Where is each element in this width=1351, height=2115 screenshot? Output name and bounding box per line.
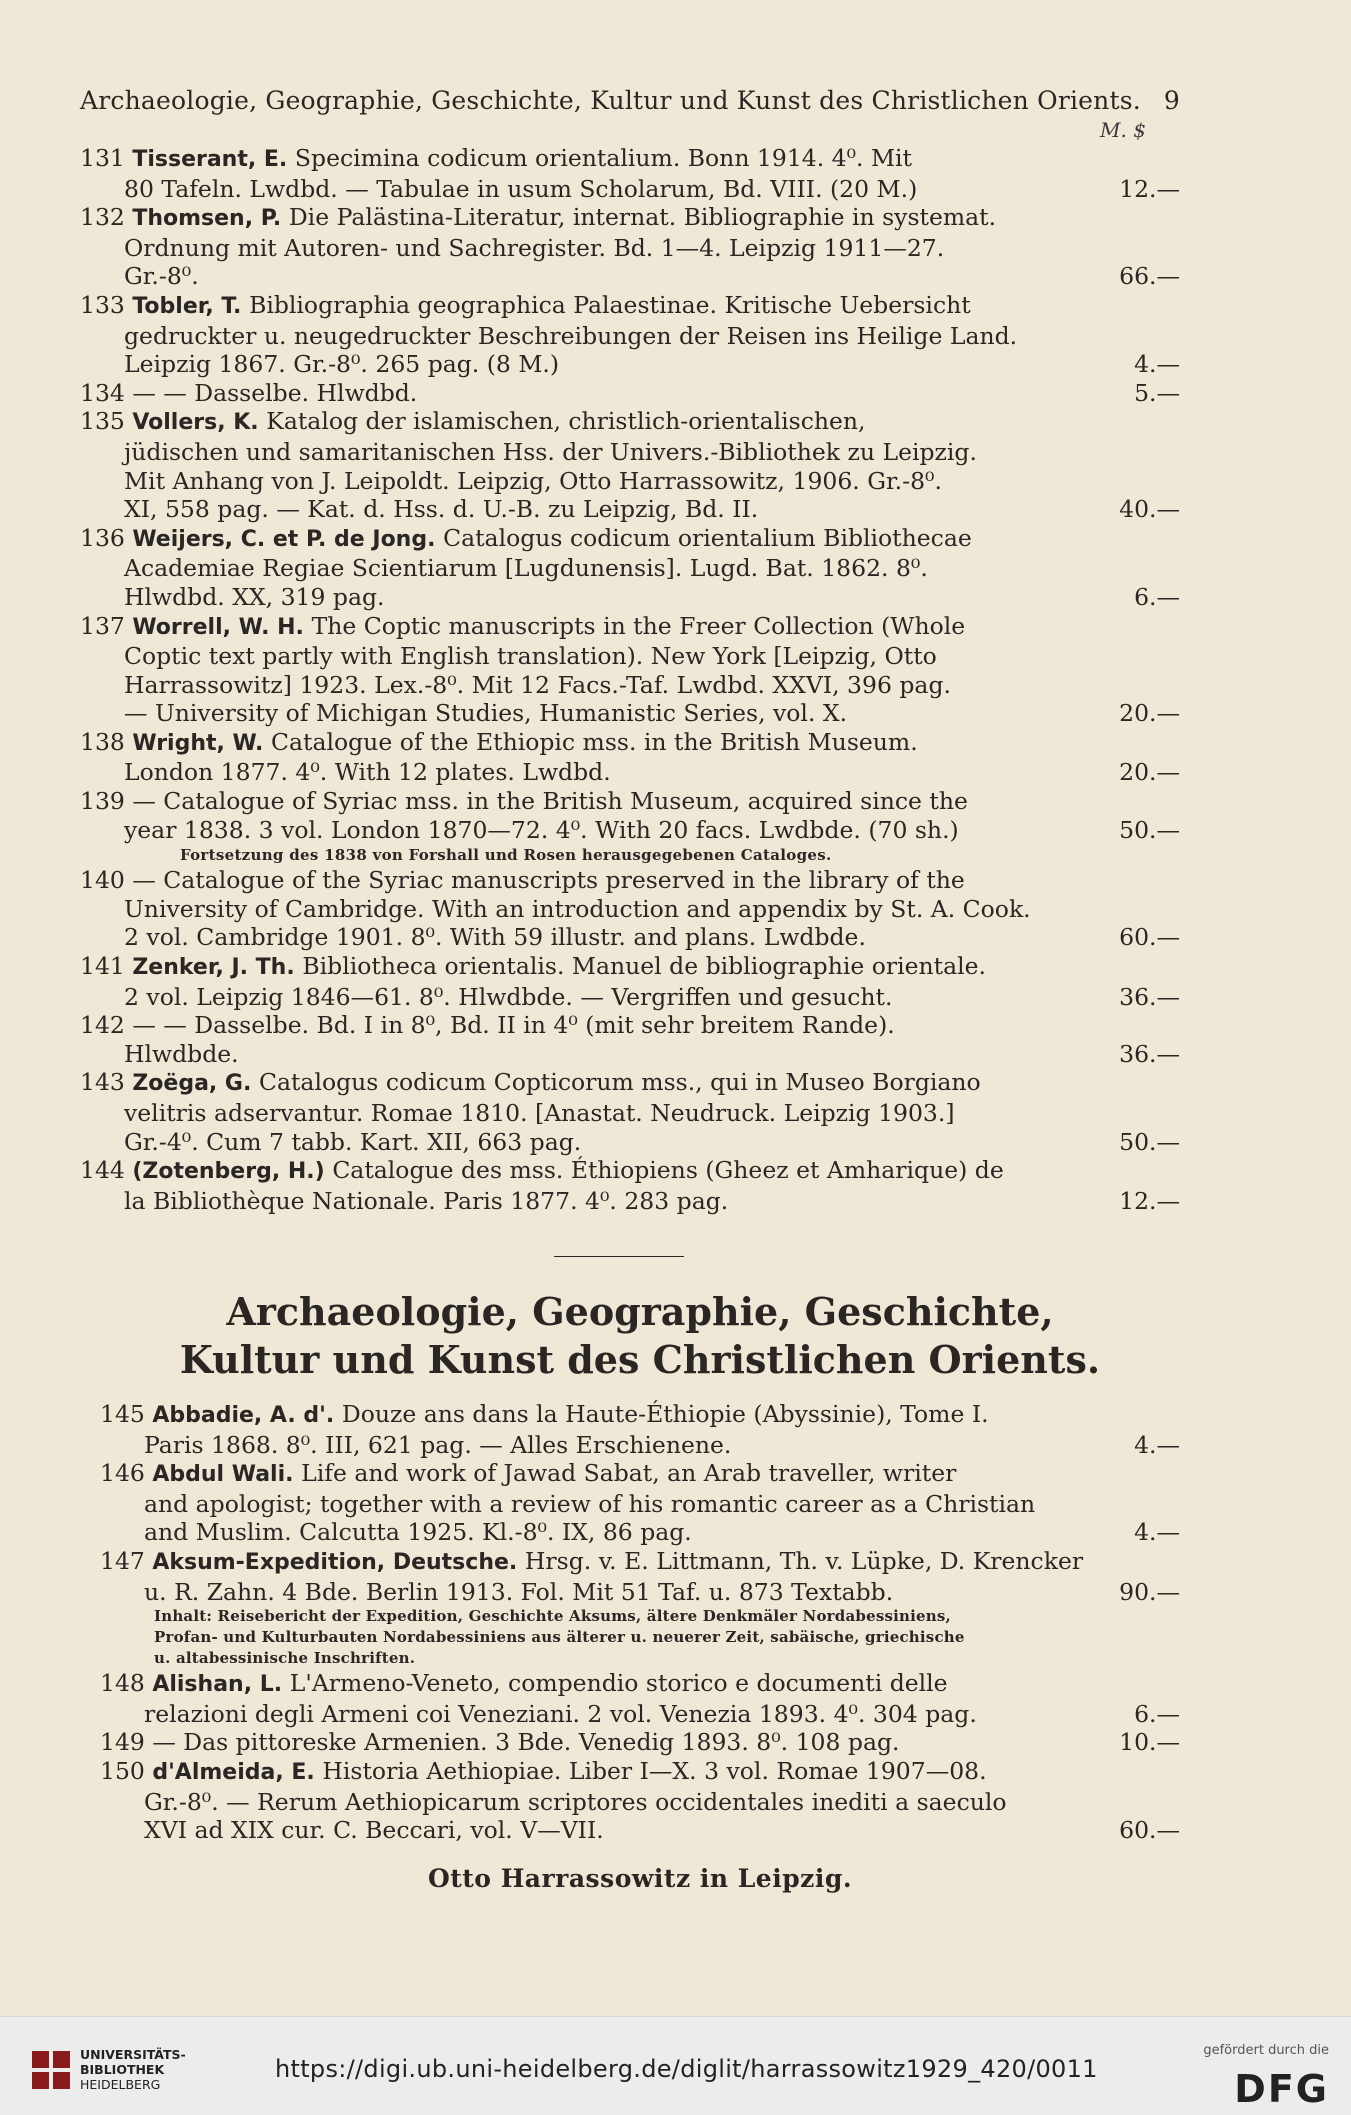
entry-price: 50.— xyxy=(1119,1127,1180,1156)
entry-text: Hrsg. v. E. Littmann, Th. v. Lüpke, D. Krencker xyxy=(524,1546,1084,1575)
entry-price: 12.— xyxy=(1119,1186,1180,1215)
entry-continuation-line: relazioni degli Armeni coi Veneziani. 2 vol. Venezia 1893. 4⁰. 304 pag. xyxy=(144,1699,977,1728)
entry-number: 145 xyxy=(100,1400,153,1428)
entry-text: — — Dasselbe. Bd. I in 8⁰, Bd. II in 4⁰ (mit sehr breitem Rande). xyxy=(132,1011,895,1040)
entry-continuation-line: Gr.-4⁰. Cum 7 tabb. Kart. XII, 663 pag. xyxy=(124,1127,582,1156)
entry-author: Wright, W. xyxy=(132,730,272,756)
entry-continuation-line: XI, 558 pag. — Kat. d. Hss. d. U.-B. zu Leipzig, Bd. II. xyxy=(124,495,759,524)
entry-continuation-line: XVI ad XIX cur. C. Beccari, vol. V—VII. xyxy=(144,1816,604,1845)
entry-first-line xyxy=(100,1547,1090,1578)
entry-text: Catalogus codicum orientalium Bibliothecae xyxy=(443,523,972,552)
entry-first-line xyxy=(80,291,1090,322)
entry-author: Zenker, J. Th. xyxy=(132,955,303,981)
entry-first-line xyxy=(80,866,1090,895)
catalogue-entry xyxy=(80,379,1180,408)
section-title xyxy=(100,1288,1180,1384)
entry-author: Vollers, K. xyxy=(132,410,267,436)
entry-continuation-line: Ordnung mit Autoren- und Sachregister. Bd. 1—4. Leipzig 1911—27. xyxy=(124,233,945,262)
catalogue-entry xyxy=(100,1669,1180,1728)
entry-author: Tisserant, E. xyxy=(132,147,295,172)
entry-number: 149 xyxy=(100,1728,153,1757)
entry-price: 6.— xyxy=(1134,1699,1180,1728)
entry-first-line xyxy=(80,379,1090,408)
entry-first-line xyxy=(80,1156,1090,1187)
entry-continuation-line: Coptic text partly with English translation). New York [Leipzig, Otto xyxy=(124,642,937,671)
entry-continuation-line: Academiae Regiae Scientiarum [Lugdunensis]. Lugd. Bat. 1862. 8⁰. xyxy=(124,554,928,583)
entry-first-line xyxy=(80,203,1090,234)
entry-continuation-line: Hlwdbd. XX, 319 pag. xyxy=(124,582,385,611)
entry-price: 6.— xyxy=(1134,582,1180,611)
dfg-caption: gefördert durch die xyxy=(1203,2043,1329,2058)
entry-price: 12.— xyxy=(1119,174,1180,203)
entry-first-line xyxy=(80,1068,1090,1099)
entry-number: 132 xyxy=(80,203,133,232)
entry-price: 60.— xyxy=(1119,1816,1180,1845)
entry-price: 36.— xyxy=(1119,982,1180,1011)
entry-text: Die Palästina-Literatur, internat. Bibliographie in systemat. xyxy=(288,203,997,232)
entry-author: d'Almeida, E. xyxy=(152,1759,323,1785)
entry-price: 66.— xyxy=(1119,262,1180,291)
entry-number: 142 xyxy=(80,1011,133,1040)
entry-continuation-line: la Bibliothèque Nationale. Paris 1877. 4⁰. 283 pag. xyxy=(124,1186,729,1215)
entry-first-line xyxy=(100,1669,1090,1700)
entry-first-line xyxy=(100,1757,1090,1788)
entry-first-line xyxy=(80,144,1090,175)
entry-text: — Catalogue of Syriac mss. in the British Museum, acquired since the xyxy=(132,787,968,816)
entry-price: 20.— xyxy=(1119,758,1180,787)
entry-continuation-line: Hlwdbde. xyxy=(124,1039,239,1068)
entry-price: 4.— xyxy=(1134,350,1180,379)
entry-first-line xyxy=(100,1400,1090,1431)
entry-number: 146 xyxy=(100,1459,153,1488)
entry-continuation-line: and apologist; together with a review of his romantic career as a Christian xyxy=(144,1489,1036,1518)
entry-continuation-line: London 1877. 4⁰. With 12 plates. Lwdbd. xyxy=(124,758,611,787)
catalogue-entry xyxy=(80,612,1180,728)
catalogue-entry xyxy=(100,1400,1180,1459)
permalink-url[interactable]: https://digi.ub.uni-heidelberg.de/diglit/harrassowitz1929_420/0011 xyxy=(275,2055,1098,2083)
entry-first-line xyxy=(80,952,1090,983)
library-line1: UNIVERSITÄTS- xyxy=(80,2047,186,2062)
entry-continuation-line: Gr.-8⁰. — Rerum Aethiopicarum scriptores occidentales inediti a saeculo xyxy=(144,1787,1007,1816)
entry-text: L'Armeno-Veneto, compendio storico e documenti delle xyxy=(289,1669,948,1698)
entry-price: 10.— xyxy=(1119,1728,1180,1757)
entry-contents-note-line: Inhalt: Reisebericht der Expedition, Geschichte Aksums, ältere Denkmäler Nordabessiniens, xyxy=(154,1607,951,1626)
entry-number: 138 xyxy=(80,727,133,756)
running-head-title: Archaeologie, Geographie, Geschichte, Kultur und Kunst des Christlichen Orients. xyxy=(80,86,1141,115)
entry-first-line xyxy=(100,1459,1090,1490)
entry-author: Abdul Wali. xyxy=(152,1462,302,1488)
running-head xyxy=(80,86,1180,115)
entry-continuation-line: gedruckter u. neugedruckter Beschreibungen der Reisen ins Heilige Land. xyxy=(124,321,1018,350)
entry-continuation-line: Leipzig 1867. Gr.-8⁰. 265 pag. (8 M.) xyxy=(124,350,560,379)
catalogue-entry xyxy=(100,1547,1180,1606)
entry-text: Bibliographia geographica Palaestinae. Kritische Uebersicht xyxy=(249,290,971,319)
catalogue-entry xyxy=(80,144,1180,203)
entry-text: Bibliotheca orientalis. Manuel de bibliographie orientale. xyxy=(302,952,987,981)
entry-continuation-line: Paris 1868. 8⁰. III, 621 pag. — Alles Erschienene. xyxy=(144,1430,732,1459)
entry-number: 144 xyxy=(80,1156,133,1185)
entry-text: Catalogus codicum Copticorum mss., qui in Museo Borgiano xyxy=(259,1068,981,1097)
entry-text: — — Dasselbe. Hlwdbd. xyxy=(132,378,418,407)
entry-price: 90.— xyxy=(1119,1577,1180,1606)
entry-number: 140 xyxy=(80,866,133,895)
entry-author: Tobler, T. xyxy=(132,293,250,319)
entry-continuation-line: velitris adservantur. Romae 1810. [Anastat. Neudruck. Leipzig 1903.] xyxy=(124,1099,955,1127)
entry-contents-note xyxy=(100,1606,1180,1669)
entry-first-line xyxy=(80,787,1090,816)
section-title-line1: Archaeologie, Geographie, Geschichte, xyxy=(226,1289,1054,1334)
entry-number: 135 xyxy=(80,407,133,436)
entry-price: 20.— xyxy=(1119,699,1180,728)
entry-first-line xyxy=(100,1728,1090,1757)
entry-first-line xyxy=(80,612,1090,643)
section-title-line2: Kultur und Kunst des Christlichen Orients. xyxy=(179,1337,1101,1382)
viewer-footer xyxy=(0,2016,1351,2115)
entry-number: 134 xyxy=(80,378,133,407)
entry-price: 4.— xyxy=(1134,1518,1180,1547)
entry-first-line xyxy=(80,524,1090,555)
entry-author: Zoëga, G. xyxy=(132,1071,259,1097)
entry-number: 133 xyxy=(80,290,133,319)
entry-note: Fortsetzung des 1838 von Forshall und Rosen herausgegebenen Cataloges. xyxy=(180,846,832,865)
library-line2: BIBLIOTHEK xyxy=(80,2062,165,2077)
entry-author: Thomsen, P. xyxy=(132,206,289,232)
entry-first-line xyxy=(80,1011,1090,1040)
entry-number: 150 xyxy=(100,1756,153,1785)
entry-first-line xyxy=(80,728,1090,759)
entry-author: Abbadie, A. d'. xyxy=(152,1403,342,1428)
university-library-logo-icon xyxy=(30,2049,72,2091)
entry-continuation-line: jüdischen und samaritanischen Hss. der Univers.-Bibliothek zu Leipzig. xyxy=(124,437,977,466)
catalogue-entry xyxy=(80,1156,1180,1215)
catalogue-entry xyxy=(80,524,1180,612)
entry-text: Catalogue des mss. Éthiopiens (Gheez et Amharique) de xyxy=(332,1156,1004,1185)
entry-continuation-line: Harrassowitz] 1923. Lex.-8⁰. Mit 12 Facs.-Taf. Lwdbd. XXVI, 396 pag. xyxy=(124,670,951,699)
catalogue-entry xyxy=(80,291,1180,379)
entry-continuation-line: 2 vol. Leipzig 1846—61. 8⁰. Hlwdbde. — Vergriffen und gesucht. xyxy=(124,982,893,1011)
entry-text: Katalog der islamischen, christlich-orientalischen, xyxy=(266,407,866,436)
entry-price: 50.— xyxy=(1119,815,1180,844)
catalogue-entry xyxy=(80,787,1180,844)
entry-continuation-line: and Muslim. Calcutta 1925. Kl.-8⁰. IX, 86 pag. xyxy=(144,1518,692,1547)
catalogue-entry xyxy=(100,1459,1180,1547)
handwritten-mark: M. $ xyxy=(1100,118,1146,142)
entry-contents-note-line: Profan- und Kulturbauten Nordabessiniens aus älterer u. neuerer Zeit, sabäische, griechische xyxy=(154,1628,965,1647)
entry-price: 4.— xyxy=(1134,1430,1180,1459)
entry-number: 148 xyxy=(100,1669,153,1698)
section-divider xyxy=(554,1256,684,1257)
entry-number: 147 xyxy=(100,1546,153,1575)
catalogue-entry xyxy=(80,1011,1180,1068)
library-line3: HEIDELBERG xyxy=(80,2077,161,2092)
entry-continuation-line: 2 vol. Cambridge 1901. 8⁰. With 59 illustr. and plans. Lwdbde. xyxy=(124,923,866,952)
publisher-imprint: Otto Harrassowitz in Leipzig. xyxy=(427,1864,853,1893)
entry-continuation-line: 80 Tafeln. Lwdbd. — Tabulae in usum Scholarum, Bd. VIII. (20 M.) xyxy=(124,174,918,203)
catalogue-entries-top xyxy=(80,144,1180,1215)
entry-text: — Das pittoreske Armenien. 3 Bde. Venedig 1893. 8⁰. 108 pag. xyxy=(152,1728,900,1757)
entry-continuation-line: Gr.-8⁰. xyxy=(124,262,199,291)
entry-first-line xyxy=(80,407,1090,438)
entry-continuation-line: — University of Michigan Studies, Humanistic Series, vol. X. xyxy=(124,699,848,728)
entry-author: Aksum-Expedition, Deutsche. xyxy=(152,1549,525,1575)
entry-contents-note-line: u. altabessinische Inschriften. xyxy=(154,1649,416,1668)
entry-price: 5.— xyxy=(1134,378,1180,407)
entry-price: 60.— xyxy=(1119,923,1180,952)
catalogue-entry xyxy=(80,407,1180,523)
entry-text: — Catalogue of the Syriac manuscripts preserved in the library of the xyxy=(132,866,965,895)
entry-number: 141 xyxy=(80,952,133,981)
university-library-name xyxy=(80,2047,186,2092)
entry-text: Historia Aethiopiae. Liber I—X. 3 vol. Romae 1907—08. xyxy=(322,1756,987,1785)
entry-continuation-line: Mit Anhang von J. Leipoldt. Leipzig, Otto Harrassowitz, 1906. Gr.-8⁰. xyxy=(124,466,942,495)
entry-continuation-line: University of Cambridge. With an introduction and appendix by St. A. Cook. xyxy=(124,894,1031,923)
entry-author: (Zotenberg, H.) xyxy=(132,1159,333,1185)
page-number: 9 xyxy=(1163,86,1180,115)
catalogue-entry xyxy=(80,203,1180,291)
entry-price: 40.— xyxy=(1119,495,1180,524)
dfg-logo: DFG xyxy=(1234,2067,1329,2111)
entry-author: Weijers, C. et P. de Jong. xyxy=(132,526,444,552)
entry-text: Life and work of Jawad Sabat, an Arab traveller, writer xyxy=(301,1459,957,1488)
entry-author: Worrell, W. H. xyxy=(132,614,312,640)
entry-number: 137 xyxy=(80,611,133,640)
entry-continuation-line: u. R. Zahn. 4 Bde. Berlin 1913. Fol. Mit 51 Taf. u. 873 Textabb. xyxy=(144,1577,894,1606)
catalogue-entry xyxy=(100,1728,1180,1757)
entry-text: Douze ans dans la Haute-Éthiopie (Abyssinie), Tome I. xyxy=(341,1400,989,1428)
catalogue-entry xyxy=(80,1068,1180,1156)
entry-text: The Coptic manuscripts in the Freer Collection (Whole xyxy=(311,611,966,640)
entry-continuation-line: year 1838. 3 vol. London 1870—72. 4⁰. With 20 facs. Lwdbde. (70 sh.) xyxy=(124,815,959,844)
entry-number: 136 xyxy=(80,523,133,552)
entry-number: 131 xyxy=(80,144,133,172)
entry-text: Specimina codicum orientalium. Bonn 1914. 4⁰. Mit xyxy=(294,144,913,172)
catalogue-entry xyxy=(80,866,1180,952)
entry-number: 139 xyxy=(80,787,133,816)
entry-author: Alishan, L. xyxy=(152,1672,290,1698)
entry-price: 36.— xyxy=(1119,1039,1180,1068)
catalogue-entry xyxy=(80,728,1180,787)
catalogue-entry xyxy=(100,1757,1180,1845)
entry-text: Catalogue of the Ethiopic mss. in the British Museum. xyxy=(271,727,918,756)
catalogue-entries-bottom xyxy=(100,1400,1180,1845)
catalogue-entry xyxy=(80,952,1180,1011)
entry-number: 143 xyxy=(80,1068,133,1097)
